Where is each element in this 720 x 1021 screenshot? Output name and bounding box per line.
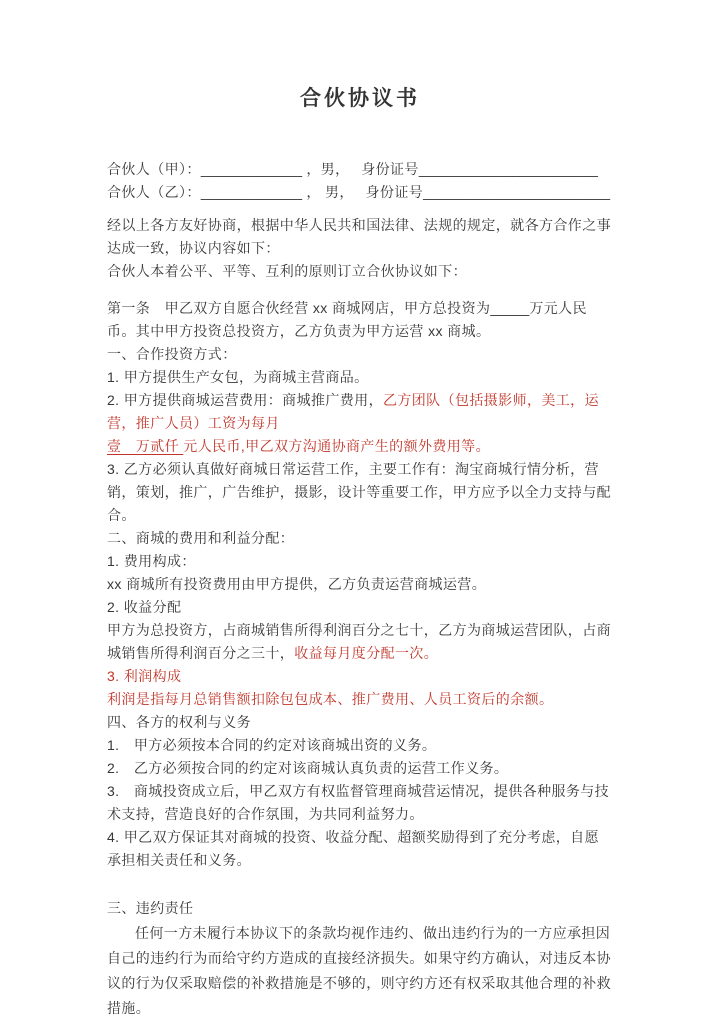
section-1-item-2 [107, 389, 613, 458]
document-title: 合伙协议书 [300, 87, 420, 110]
article-1-text-pre: 第一条 甲乙双方自愿合伙经营 xx 商城网店，甲方总投资为 [107, 300, 491, 316]
section-2-item-2-body [107, 619, 613, 665]
section-2-item-2-body-red: 收益每月度分配一次。 [294, 645, 439, 661]
section-2-item-2: 2. 收益分配 [107, 599, 182, 615]
section-3 [107, 896, 613, 1021]
partner-b-line [107, 181, 613, 204]
section-2-item-1-body: xx 商城所有投资费用由甲方提供，乙方负责运营商城运营。 [107, 576, 487, 592]
partner-a-line [107, 158, 613, 181]
intro-block [107, 214, 613, 283]
partners-block [107, 158, 613, 204]
section-1 [107, 343, 613, 527]
section-4-item-2: 2. 乙方必须按合同的约定对该商城认真负责的运营工作义务。 [107, 760, 509, 776]
article-1-text-post: 万元人民币。其中甲方投资总投资方，乙方负责为甲方运营 xx 商城。 [107, 300, 587, 339]
section-1-item-3: 3. 乙方必须认真做好商城日常运营工作，主要工作有：淘宝商城行情分析，营销，策划，推广，广告维护，摄影，设计等重要工作，甲方应予以全力支持与配合。 [107, 461, 611, 523]
section-1-item-2-red: 乙方团队（包括摄影师，美工，运营，推广人员）工资为每月 [107, 392, 599, 431]
section-2-item-3: 3. 利润构成 [107, 668, 182, 684]
section-4-item-3: 3. 商城投资成立后，甲乙双方有权监督管理商城营运情况，提供各种服务与技术支持，营造良好的合作氛围，为共同利益努力。 [107, 783, 610, 822]
section-2-item-1: 1. 费用构成： [107, 553, 196, 569]
article-1-block [107, 297, 613, 343]
section-3-body: 任何一方未履行本协议下的条款均视作违约、做出违约行为的一方应承担因自己的违约行为而给守约方造成的直接经济损失。如果守约方确认，对违反本协议的行为仅采取赔偿的补救措施是不够的，则守约方还有权采取其他合理的补救措施。 [107, 925, 611, 1016]
intro-paragraph-1: 经以上各方友好协商，根据中华人民共和国法律、法规的规定，就各方合作之事达成一致，协议内容如下： [107, 217, 611, 256]
partner-b-gender: ， 男， 身份证号 [302, 184, 424, 200]
partner-a-name-blank: _____________ [200, 161, 303, 177]
article-1-amount-blank: _____ [490, 300, 530, 316]
section-2-item-2-body-black: 甲方为总投资方，占商城销售所得利润百分之七十，乙方为商城运营团队，占商城销售所得利润百分之三十， [107, 622, 611, 661]
partner-a-gender: ，男， 身份证号 [302, 161, 419, 177]
partner-a-id-blank: _______________________ [418, 161, 598, 177]
section-4 [107, 711, 613, 872]
section-1-item-2-amount-underlined: 壹 万贰仟 [107, 438, 184, 454]
section-4-item-1: 1. 甲方必须按本合同的约定对该商城出资的义务。 [107, 737, 437, 753]
section-4-heading: 四、各方的权利与义务 [107, 714, 251, 730]
partner-b-label: 合伙人（乙）： [107, 184, 201, 200]
partner-b-name-blank: _____________ [200, 184, 303, 200]
article-1-paragraph [107, 297, 613, 343]
section-1-item-2-red-tail: 元人民币,甲乙双方沟通协商产生的额外费用等。 [183, 438, 490, 454]
section-3-heading: 三、违约责任 [107, 900, 194, 916]
section-4-item-4: 4. 甲乙双方保证其对商城的投资、收益分配、超额奖励得到了充分考虑，自愿承担相关责任和义务。 [107, 829, 599, 868]
partner-a-label: 合伙人（甲）： [107, 161, 201, 177]
intro-paragraph-2: 合伙人本着公平、平等、互利的原则订立合伙协议如下： [107, 263, 467, 279]
section-2-heading: 二、商城的费用和利益分配： [107, 530, 295, 546]
section-1-item-1: 1. 甲方提供生产女包，为商城主营商品。 [107, 369, 369, 385]
section-2-item-3-body: 利润是指每月总销售额扣除包包成本、推广费用、人员工资后的余额。 [107, 691, 554, 707]
section-1-heading: 一、合作投资方式： [107, 346, 237, 362]
section-1-item-2-black: 2. 甲方提供商城运营费用：商城推广费用， [107, 392, 383, 408]
partner-b-id-blank: ________________________ [423, 184, 610, 200]
section-2 [107, 527, 613, 711]
